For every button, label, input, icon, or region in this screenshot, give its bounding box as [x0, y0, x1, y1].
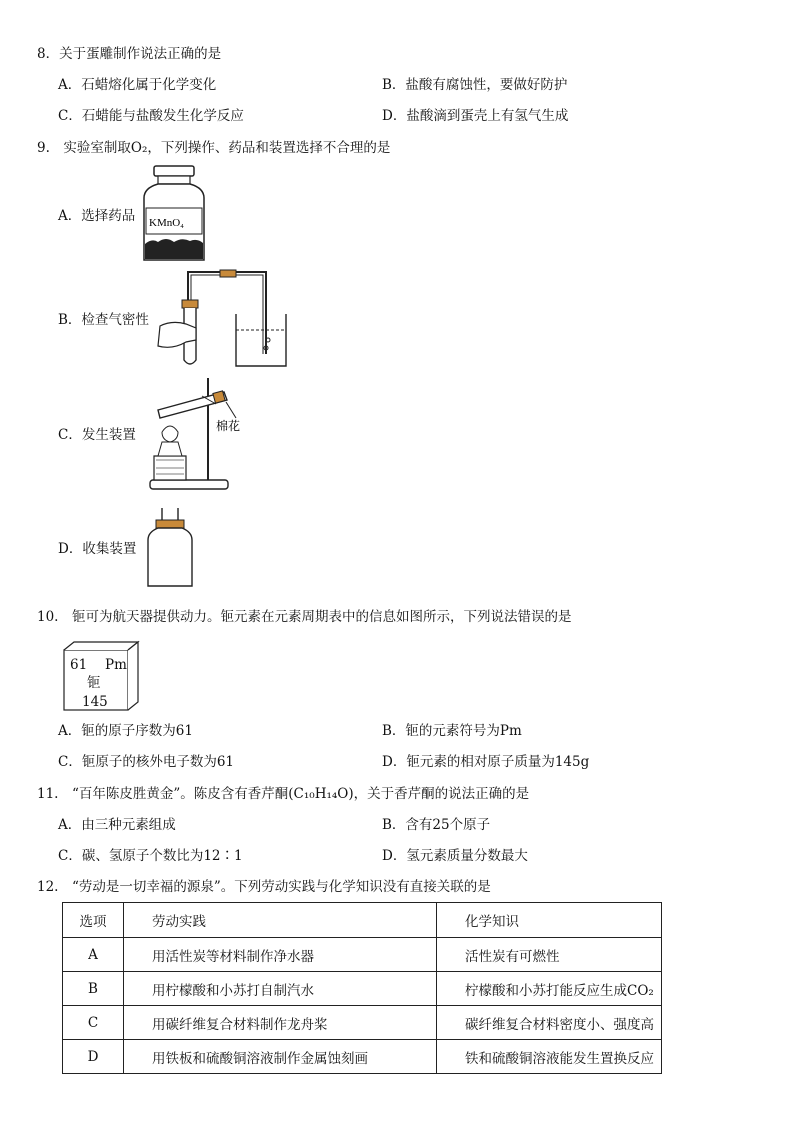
- table-cell: B: [63, 972, 124, 1006]
- table-cell: 铁和硫酸铜溶液能发生置换反应: [437, 1040, 662, 1074]
- gas-collection-bottle-figure: [144, 506, 196, 590]
- q9-option-b: B．检查气密性: [58, 312, 149, 328]
- q9-option-d: D．收集装置: [58, 541, 137, 557]
- table-cell: 碳纤维复合材料密度小、强度高: [437, 1006, 662, 1040]
- element-symbol: Pm: [105, 657, 127, 673]
- q11-option-d: D．氢元素质量分数最大: [382, 848, 528, 864]
- q11-option-b: B．含有25个原子: [382, 817, 491, 833]
- element-name: 钷: [87, 675, 101, 691]
- q8-option-d: D．盐酸滴到蛋壳上有氢气生成: [382, 108, 569, 124]
- table-cell: 用柠檬酸和小苏打自制汽水: [124, 972, 437, 1006]
- table-cell: 柠檬酸和小苏打能反应生成CO₂: [437, 972, 662, 1006]
- table-cell: 用活性炭等材料制作净水器: [124, 938, 437, 972]
- q10-stem: 10. 钷可为航天器提供动力。钷元素在元素周期表中的信息如图所示，下列说法错误的是: [37, 609, 572, 625]
- q12-stem: 12. “劳动是一切幸福的源泉”。下列劳动实践与化学知识没有直接关联的是: [37, 879, 491, 895]
- q9-stem: 9. 实验室制取O₂，下列操作、药品和装置选择不合理的是: [37, 140, 391, 156]
- airtightness-check-figure: [150, 268, 290, 370]
- cotton-label: 棉花: [216, 419, 241, 433]
- table-cell: 活性炭有可燃性: [437, 938, 662, 972]
- q9-option-a: A．选择药品: [58, 208, 136, 224]
- q8-option-a: A．石蜡熔化属于化学变化: [58, 77, 217, 93]
- table-row: [63, 938, 662, 972]
- labor-chemistry-table: [62, 902, 662, 1074]
- table-header-cell: 化学知识: [437, 903, 662, 938]
- table-cell: A: [63, 938, 124, 972]
- q10-option-c: C．钷原子的核外电子数为61: [58, 754, 235, 770]
- table-row: [63, 1040, 662, 1074]
- q9-option-c: C．发生装置: [58, 427, 136, 443]
- q10-option-a: A．钷的原子序数为61: [58, 723, 193, 739]
- table-header-cell: 选项: [63, 903, 124, 938]
- table-cell: 用碳纤维复合材料制作龙舟桨: [124, 1006, 437, 1040]
- q10-option-b: B．钷的元素符号为Pm: [382, 723, 522, 739]
- table-cell: D: [63, 1040, 124, 1074]
- q8-option-c: C．石蜡能与盐酸发生化学反应: [58, 108, 244, 124]
- q11-option-a: A．由三种元素组成: [58, 817, 176, 833]
- table-cell: 用铁板和硫酸铜溶液制作金属蚀刻画: [124, 1040, 437, 1074]
- q8-option-b: B．盐酸有腐蚀性，要做好防护: [382, 77, 568, 93]
- table-header-cell: 劳动实践: [124, 903, 437, 938]
- q8-stem: 8．关于蛋雕制作说法正确的是: [37, 46, 222, 62]
- element-atomic-number: 61: [70, 657, 88, 673]
- table-header-row: [63, 903, 662, 938]
- table-row: [63, 1006, 662, 1040]
- table-row: [63, 972, 662, 1006]
- q11-stem: 11. “百年陈皮胜黄金”。陈皮含有香芹酮(C₁₀H₁₄O)，关于香芹酮的说法正确的是: [37, 786, 530, 802]
- gas-generator-figure: [140, 374, 250, 492]
- reagent-bottle-figure: [140, 164, 210, 264]
- reagent-label: KMnO₄: [149, 217, 185, 229]
- q11-option-c: C．碳、氢原子个数比为12∶1: [58, 848, 243, 864]
- q10-option-d: D．钷元素的相对原子质量为145g: [382, 754, 590, 770]
- table-cell: C: [63, 1006, 124, 1040]
- element-atomic-mass: 145: [82, 694, 108, 710]
